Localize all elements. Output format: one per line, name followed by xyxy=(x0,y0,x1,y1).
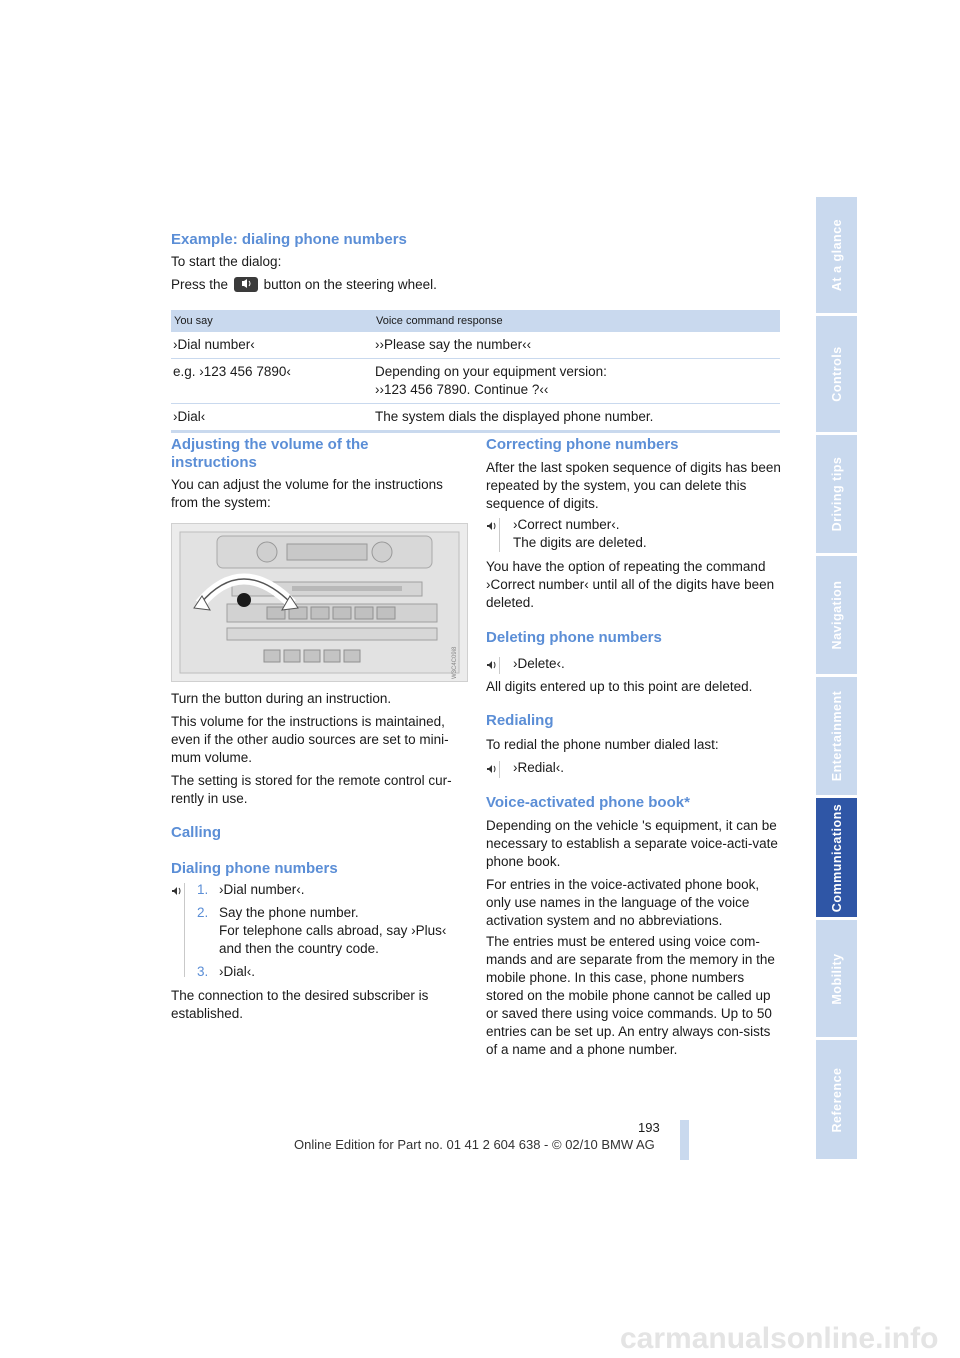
voice-block-rule xyxy=(499,657,500,674)
step-item: 2. Say the phone number. For telephone calls abroad, say ›Plus‹ and then the country code. xyxy=(197,905,447,956)
press-after-text: button on the steering wheel. xyxy=(263,277,437,292)
voice-block-rule xyxy=(184,883,185,977)
voice-command-icon xyxy=(486,759,504,777)
voice-command-icon xyxy=(486,655,504,673)
correcting-outro: You have the option of repeating the command ›Correct number‹ until all of the digits have been deleted. xyxy=(486,559,775,610)
table-row xyxy=(171,359,780,404)
edition-footer: Online Edition for Part no. 01 41 2 604 638 - © 02/10 BMW AG xyxy=(294,1137,655,1152)
voice-command-icon xyxy=(486,516,504,534)
table-cell-say: ›Dial‹ xyxy=(171,404,373,432)
press-before-text: Press the xyxy=(171,277,229,292)
redialing-voice-block xyxy=(486,759,781,779)
table-cell-response xyxy=(373,359,780,404)
redialing-heading: Redialing xyxy=(486,712,554,729)
watermark: carmanualsonline.info xyxy=(620,1322,939,1355)
volume-heading: Adjusting the volume of the instructions xyxy=(171,436,369,471)
dialing-steps xyxy=(197,881,467,986)
redialing-intro: To redial the phone number dialed last: xyxy=(486,737,719,752)
response-line: ››123 456 7890. Continue ?‹‹ xyxy=(375,382,549,397)
sidebar-tab-at-a-glance[interactable]: At a glance xyxy=(816,197,857,313)
table-cell-say: e.g. ›123 456 7890‹ xyxy=(171,359,373,404)
sidebar-tab-communications[interactable]: Communications xyxy=(816,798,857,917)
sidebar-tab-reference[interactable]: Reference xyxy=(816,1040,857,1159)
phonebook-heading: Voice-activated phone book* xyxy=(486,794,690,811)
table-cell-response: The system dials the displayed phone number. xyxy=(373,404,780,432)
correcting-cmd: ›Correct number‹. xyxy=(513,517,620,532)
console-volume-illustration xyxy=(171,523,468,682)
sidebar-tab-mobility[interactable]: Mobility xyxy=(816,920,857,1037)
table-row xyxy=(171,404,780,432)
calling-outro: The connection to the desired subscriber is established. xyxy=(171,988,429,1021)
sidebar-tab-controls[interactable]: Controls xyxy=(816,316,857,432)
dialing-voice-block xyxy=(171,881,466,979)
voice-command-icon xyxy=(171,881,189,899)
phonebook-p3: The entries must be entered using voice com-mands and are separate from the memory in the mobile phone. In this case, phone numbers stored on the mobile phone cannot be called up or saved there using voice commands. Up to 50 entries can be set up. An entry always con-sists of a name and a phone number. xyxy=(486,934,775,1057)
table-cell-say: ›Dial number‹ xyxy=(171,332,373,359)
volume-intro: You can adjust the volume for the instructions from the system: xyxy=(171,477,443,510)
table-row xyxy=(171,332,780,359)
dialing-subheading: Dialing phone numbers xyxy=(171,860,338,877)
example-press-line xyxy=(171,276,437,294)
phonebook-p2: For entries in the voice-activated phone book, only use names in the language of the voice activation system and no abbreviations. xyxy=(486,877,760,928)
correcting-cmd-note: The digits are deleted. xyxy=(513,535,647,550)
voice-block-rule xyxy=(499,761,500,778)
deleting-voice-block xyxy=(486,655,781,675)
page-marker xyxy=(680,1120,689,1160)
calling-heading: Calling xyxy=(171,824,222,841)
correcting-voice-block xyxy=(486,516,781,554)
volume-p3: The setting is stored for the remote control cur-rently in use. xyxy=(171,773,452,806)
step-item: 3. ›Dial‹. xyxy=(197,964,255,979)
volume-p1: Turn the button during an instruction. xyxy=(171,691,392,706)
redialing-cmd: ›Redial‹. xyxy=(513,760,565,775)
correcting-heading: Correcting phone numbers xyxy=(486,436,679,453)
page-number: 193 xyxy=(638,1120,660,1135)
deleting-heading: Deleting phone numbers xyxy=(486,629,662,646)
volume-p2: This volume for the instructions is maintained, even if the other audio sources are set to mini-mum volume. xyxy=(171,714,449,765)
correcting-intro: After the last spoken sequence of digits has been repeated by the system, you can delete this sequence of digits. xyxy=(486,460,781,511)
response-line: Depending on your equipment version: xyxy=(375,364,607,379)
table-cell-response: ››Please say the number‹‹ xyxy=(373,332,780,359)
sidebar-tab-entertainment[interactable]: Entertainment xyxy=(816,677,857,795)
sidebar-tab-navigation[interactable]: Navigation xyxy=(816,556,857,674)
image-code: W3C4C09i8 xyxy=(452,646,458,679)
table-header-response: Voice command response xyxy=(373,310,780,332)
voice-block-rule xyxy=(499,518,500,552)
deleting-cmd: ›Delete‹. xyxy=(513,656,565,671)
sidebar-tab-driving-tips[interactable]: Driving tips xyxy=(816,435,857,553)
phonebook-p1: Depending on the vehicle 's equipment, it can be necessary to establish a separate voice-acti-vate phone book. xyxy=(486,818,778,869)
voice-command-table xyxy=(171,310,780,433)
deleting-outro: All digits entered up to this point are deleted. xyxy=(486,679,753,694)
example-heading: Example: dialing phone numbers xyxy=(171,231,407,248)
table-header-you-say: You say xyxy=(171,310,373,332)
voice-talk-icon xyxy=(234,277,258,292)
step-item: 1. ›Dial number‹. xyxy=(197,882,305,897)
example-intro: To start the dialog: xyxy=(171,254,282,269)
